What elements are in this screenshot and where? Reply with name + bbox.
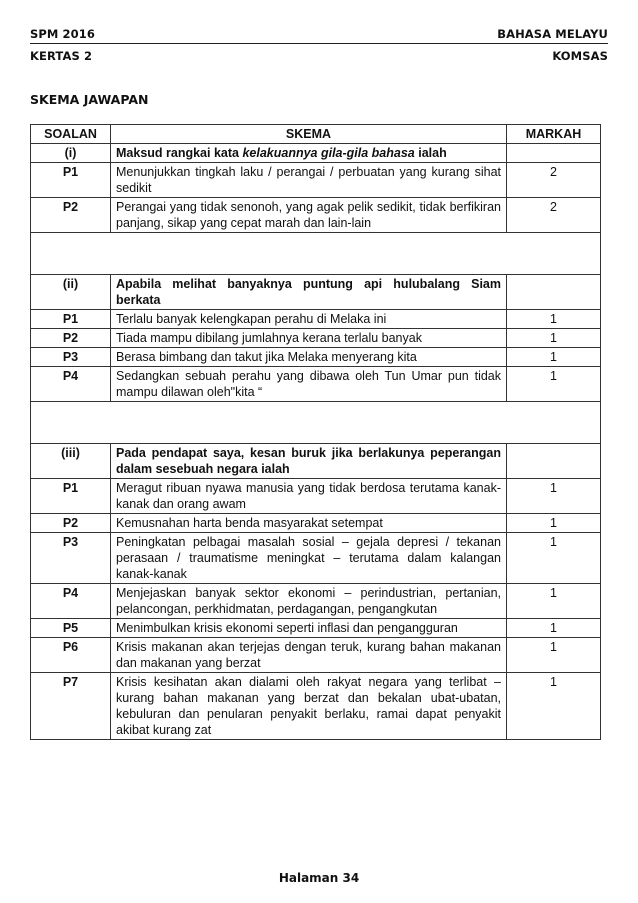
point-code: P3 [31, 348, 111, 367]
page-title: SKEMA JAWAPAN [30, 92, 149, 107]
point-text: Menimbulkan krisis ekonomi seperti inflasi dan pengangguran [111, 619, 507, 638]
question-italic-phrase: kelakuannya gila-gila bahasa [242, 146, 415, 160]
question-row [31, 444, 601, 479]
table-row [31, 584, 601, 619]
point-code: P6 [31, 638, 111, 673]
point-code: P3 [31, 533, 111, 584]
paper-number: KERTAS 2 [30, 49, 93, 63]
header-skema: SKEMA [111, 125, 507, 144]
point-text: Tiada mampu dibilang jumlahnya kerana terlalu banyak [111, 329, 507, 348]
question-code: (ii) [31, 275, 111, 310]
question-code: (iii) [31, 444, 111, 479]
point-mark: 1 [507, 348, 601, 367]
point-text: Sedangkan sebuah perahu yang dibawa oleh Tun Umar pun tidak mampu dilawan oleh"kita “ [111, 367, 507, 402]
page-number: Halaman 34 [278, 871, 360, 885]
table-row [31, 163, 601, 198]
point-mark: 1 [507, 479, 601, 514]
exam-year: SPM 2016 [30, 27, 95, 41]
point-mark: 2 [507, 163, 601, 198]
point-text: Krisis kesihatan akan dialami oleh rakyat negara yang terlibat – kurang bahan makanan yang berzat dan bekalan ubat-ubatan, kebuluran dan penularan penyakit berlaku, ramai dapat penyakit akibat kurang zat [111, 673, 507, 740]
point-code: P2 [31, 329, 111, 348]
table-row [31, 533, 601, 584]
point-code: P2 [31, 198, 111, 233]
point-text: Menunjukkan tingkah laku / perangai / perbuatan yang kurang sihat sedikit [111, 163, 507, 198]
component: KOMSAS [552, 49, 608, 63]
spacer-row [31, 233, 601, 275]
table-row [31, 367, 601, 402]
point-code: P1 [31, 163, 111, 198]
point-code: P5 [31, 619, 111, 638]
table-row [31, 619, 601, 638]
point-text: Peningkatan pelbagai masalah sosial – gejala depresi / tekanan perasaan / traumatisme meningkat – terutama dalam kalangan kanak-kanak [111, 533, 507, 584]
point-mark: 1 [507, 310, 601, 329]
spacer-row [31, 402, 601, 444]
question-text: Apabila melihat banyaknya puntung api hulubalang Siam berkata [111, 275, 507, 310]
point-code: P1 [31, 310, 111, 329]
table-row [31, 479, 601, 514]
question-text: Pada pendapat saya, kesan buruk jika berlakunya peperangan dalam sesebuah negara ialah [111, 444, 507, 479]
point-mark: 1 [507, 619, 601, 638]
point-mark: 1 [507, 533, 601, 584]
question-code: (i) [31, 144, 111, 163]
point-mark: 1 [507, 329, 601, 348]
table-row [31, 348, 601, 367]
question-row [31, 144, 601, 163]
table-row [31, 673, 601, 740]
table-row [31, 198, 601, 233]
point-mark: 1 [507, 673, 601, 740]
point-text: Menjejaskan banyak sektor ekonomi – perindustrian, pertanian, pelancongan, perkhidmatan, perdagangan, pengangkutan [111, 584, 507, 619]
table-row [31, 310, 601, 329]
table-header-row [31, 125, 601, 144]
header-soalan: SOALAN [31, 125, 111, 144]
point-mark: 1 [507, 584, 601, 619]
table-row [31, 514, 601, 533]
point-mark: 1 [507, 638, 601, 673]
point-code: P1 [31, 479, 111, 514]
point-text: Kemusnahan harta benda masyarakat setempat [111, 514, 507, 533]
question-row [31, 275, 601, 310]
header-markah: MARKAH [507, 125, 601, 144]
table-row [31, 329, 601, 348]
point-mark: 1 [507, 367, 601, 402]
point-code: P7 [31, 673, 111, 740]
point-mark: 1 [507, 514, 601, 533]
point-code: P2 [31, 514, 111, 533]
point-code: P4 [31, 367, 111, 402]
answer-scheme-table [30, 124, 601, 740]
table-row [31, 638, 601, 673]
header-rule [30, 43, 608, 44]
point-text: Meragut ribuan nyawa manusia yang tidak berdosa terutama kanak-kanak dan orang awam [111, 479, 507, 514]
question-text: Maksud rangkai kata kelakuannya gila-gila bahasa ialah [111, 144, 507, 163]
point-mark: 2 [507, 198, 601, 233]
point-text: Perangai yang tidak senonoh, yang agak pelik sedikit, tidak berfikiran panjang, sikap yang cepat marah dan lain-lain [111, 198, 507, 233]
point-text: Krisis makanan akan terjejas dengan teruk, kurang bahan makanan dan makanan yang berzat [111, 638, 507, 673]
subject: BAHASA MELAYU [497, 27, 608, 41]
point-code: P4 [31, 584, 111, 619]
point-text: Berasa bimbang dan takut jika Melaka menyerang kita [111, 348, 507, 367]
point-text: Terlalu banyak kelengkapan perahu di Melaka ini [111, 310, 507, 329]
